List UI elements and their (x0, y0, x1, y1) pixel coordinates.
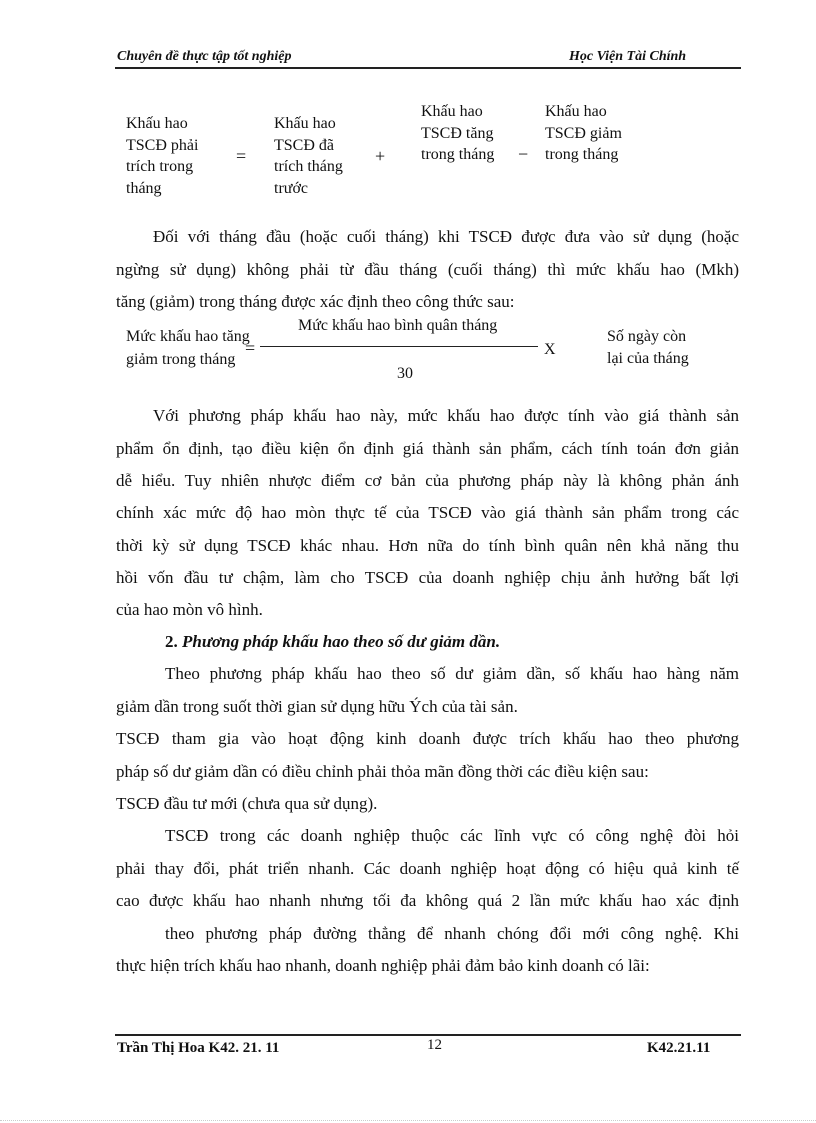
paragraph2-line7: của hao mòn vô hình. (116, 600, 263, 619)
paragraph2-line4: chính xác mức độ hao mòn thực tế của TSCĐ vào giá thành sản phẩm trong các (116, 503, 739, 522)
paragraph2-line2: phẩm ổn định, tạo điều kiện ổn định giá thành sản phẩm, cách tính toán đơn giản (116, 439, 739, 458)
header-rule (115, 67, 741, 69)
footer-right: K42.21.11 (647, 1040, 711, 1056)
header-right: Học Viện Tài Chính (569, 49, 687, 64)
formula2-numerator: Mức khấu hao bình quân tháng (298, 317, 498, 334)
paragraph2-line3: dễ hiểu. Tuy nhiên nhược điểm cơ bản của phương pháp này là không phản ánh (116, 471, 739, 490)
formula1-plus: + (375, 146, 386, 166)
formula2-times: X (544, 341, 556, 358)
footer-left: Trần Thị Hoa K42. 21. 11 (117, 1040, 280, 1056)
paragraph3-line4: pháp số dư giảm dần có điều chỉnh phải thỏa mãn đồng thời các điều kiện sau: (116, 762, 649, 781)
paragraph3-line5: TSCĐ đầu tư mới (chưa qua sử dụng). (116, 794, 378, 813)
paragraph2-line5: thời kỳ sử dụng TSCĐ khác nhau. Hơn nữa do tính bình quân nên khả năng thu (116, 536, 739, 555)
formula2-denominator: 30 (397, 365, 413, 382)
formula2-lhs-line2: giảm trong tháng (126, 351, 236, 368)
formula1-lhs: Khấu hao TSCĐ phải trích trong tháng (126, 115, 199, 197)
paragraph1-line2: ngừng sử dụng) không phải từ đầu tháng (cuối tháng) thì mức khấu hao (Mkh) (116, 260, 739, 279)
paragraph2-line1: Với phương pháp khấu hao này, mức khấu hao được tính vào giá thành sản (153, 406, 739, 425)
formula2-lhs-line1: Mức khấu hao tăng (126, 328, 250, 345)
formula2-rhs-line1: Số ngày còn (607, 328, 687, 345)
paragraph3-line8: cao được khấu hao nhanh nhưng tối đa không quá 2 lần mức khấu hao xác định (116, 891, 739, 910)
section2-title: Phương pháp khấu hao theo số dư giảm dần. (182, 632, 501, 651)
formula1-term-decrease: Khấu hao TSCĐ giảm trong tháng (545, 103, 622, 163)
footer-rule (115, 1034, 741, 1036)
page-bottom-edge (0, 1120, 816, 1121)
paragraph3-line7: phải thay đổi, phát triển nhanh. Các doanh nghiệp hoạt động có hiệu quả kinh tế (116, 859, 739, 878)
paragraph3-line6: TSCĐ trong các doanh nghiệp thuộc các lĩnh vực có công nghệ đòi hỏi (165, 826, 739, 845)
formula1-minus: − (518, 144, 529, 164)
header-left: Chuyên đề thực tập tốt nghiệp (117, 49, 292, 64)
formula1-term-previous: Khấu hao TSCĐ đã trích tháng trước (274, 115, 343, 197)
formula2-equals: = (245, 338, 256, 358)
paragraph1-line1: Đối với tháng đầu (hoặc cuối tháng) khi TSCĐ được đưa vào sử dụng (hoặc (153, 227, 739, 246)
paragraph3-line2: giảm dần trong suốt thời gian sử dụng hữu Ých của tài sản. (116, 697, 518, 716)
page-number: 12 (427, 1037, 442, 1053)
section2-number: 2. (165, 632, 178, 651)
paragraph2-line6: hồi vốn đầu tư chậm, làm cho TSCĐ của doanh nghiệp chịu ảnh hưởng bất lợi (116, 568, 739, 587)
paragraph1-line3: tăng (giảm) trong tháng được xác định theo công thức sau: (116, 292, 515, 311)
paragraph3-line10: thực hiện trích khấu hao nhanh, doanh nghiệp phải đảm bảo kinh doanh có lãi: (116, 956, 650, 975)
paragraph3-line3: TSCĐ tham gia vào hoạt động kinh doanh được trích khấu hao theo phương (116, 729, 739, 748)
formula1-term-increase: Khấu hao TSCĐ tăng trong tháng (421, 103, 495, 163)
paragraph3-line1: Theo phương pháp khấu hao theo số dư giảm dần, số khấu hao hàng năm (165, 664, 739, 683)
section2-heading (165, 632, 500, 652)
formula1-equals: = (236, 146, 247, 166)
formula2-fraction-bar (260, 346, 538, 347)
paragraph3-line9: theo phương pháp đường thẳng để nhanh chóng đổi mới công nghệ. Khi (165, 924, 739, 943)
formula2-rhs-line2: lại của tháng (607, 350, 689, 367)
